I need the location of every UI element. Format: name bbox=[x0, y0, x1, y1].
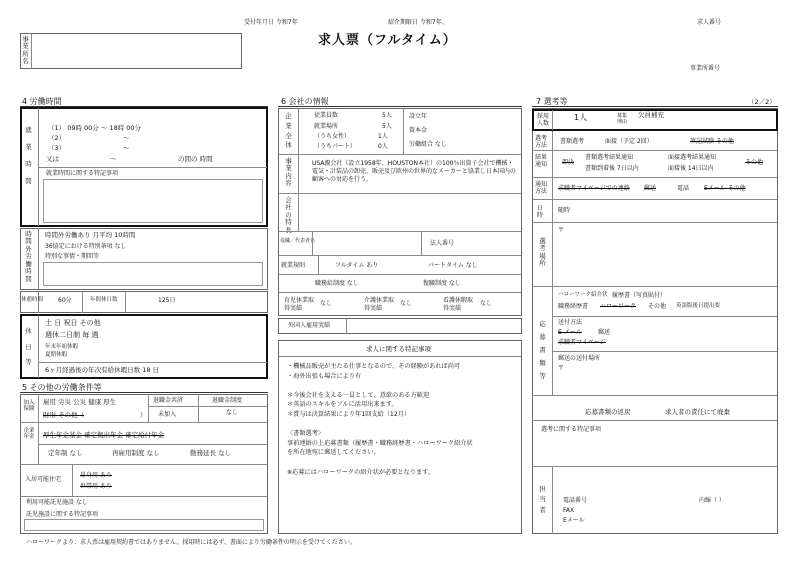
reason-label: 募集理由 bbox=[617, 113, 628, 125]
job-number-label: 求人番号 bbox=[697, 19, 722, 26]
rules-label: 就業規則 bbox=[281, 262, 306, 269]
women-value: 1人 bbox=[378, 133, 388, 140]
holidays-value: 土 日 祝日 その他 bbox=[45, 319, 101, 327]
extension: 勤務延長 なし bbox=[190, 449, 232, 457]
method-other: 筆記試験 その他 bbox=[690, 138, 734, 145]
selection-note-label: 選考に関する特記事項 bbox=[541, 426, 602, 433]
corp-pension-label: 企業年金 bbox=[23, 428, 35, 441]
special-notes-title: 求人に関する特記事項 bbox=[366, 345, 431, 353]
page-indicator: （2／2） bbox=[748, 98, 776, 106]
special-note-line bbox=[287, 381, 517, 391]
insurance-other: 財形 その他（ bbox=[43, 411, 85, 419]
insurance-label: 加入保険 bbox=[23, 400, 35, 413]
method-interview: 面接（予定 2回） bbox=[605, 138, 653, 145]
notify-phone: 電話 bbox=[677, 185, 690, 192]
send-email: E-メール bbox=[558, 329, 582, 336]
email-label: Eメール bbox=[563, 517, 585, 524]
agreement-text: 36協定における特別条項 なし bbox=[45, 243, 127, 250]
annual-holidays-label: 年間休日数 bbox=[90, 297, 118, 303]
return-value: 求人者の責任にて廃棄 bbox=[665, 408, 730, 416]
or-text: 又は bbox=[46, 155, 59, 163]
result-other: その他 bbox=[745, 159, 764, 166]
result-docs-days: 書類到着後 7日以内 bbox=[585, 165, 639, 172]
nursing-leave-value: なし bbox=[400, 300, 413, 307]
result-interview-days: 面接後 14日以内 bbox=[668, 165, 714, 172]
date-value: 随時 bbox=[558, 207, 571, 214]
result-docs: 書類選考結果通知 bbox=[585, 154, 634, 161]
special-note-line: を所在地宛に郵送してください。 bbox=[287, 449, 380, 457]
housing-family: 世帯用 あり bbox=[80, 483, 112, 490]
foreign-label: 外国人雇用実績 bbox=[288, 322, 331, 329]
special-note-line bbox=[287, 420, 517, 430]
notify-post: 郵送 bbox=[644, 185, 657, 192]
capital-label: 資本金 bbox=[409, 127, 428, 134]
care-leave-label: 看護休暇取得実績 bbox=[443, 297, 474, 312]
care-leave-value: なし bbox=[480, 300, 493, 307]
shift-1: （1） 09時 00分 〜 18時 00分 bbox=[48, 124, 142, 132]
result-immediate: 即決 bbox=[562, 159, 575, 166]
footer-note: ハローワークより：求人票は雇用契約書ではありません。採用時には必ず、書面により労働条件の明示を受けてください。 bbox=[26, 539, 356, 546]
send-address-value: 〒 bbox=[558, 365, 565, 372]
office-number-label: 事業所番号 bbox=[690, 65, 721, 72]
result-label: 結果通知 bbox=[535, 154, 548, 169]
section7-heading: 7 選考等 bbox=[536, 97, 568, 106]
method-docs: 書類選考 bbox=[560, 138, 585, 145]
childcare-note-label: 託児施設に関する特記事項 bbox=[26, 511, 99, 518]
date-label: 日時 bbox=[537, 205, 544, 220]
overtime-value: 時間外労働あり 月平均 10時間 bbox=[45, 231, 136, 239]
special-note-line: ・海外出張も場合により有 bbox=[287, 372, 362, 380]
paid-leave: 6ヶ月経過後の年次有給休暇日数 18 日 bbox=[45, 366, 160, 374]
features-label: 会社の特長 bbox=[285, 196, 292, 234]
accept-date: 受付年月日 令和7年 bbox=[244, 19, 298, 26]
place-value: 〒 bbox=[558, 227, 565, 234]
reason-value: 欠員補充 bbox=[638, 111, 664, 119]
site-label: 就業場所 bbox=[314, 123, 339, 130]
retire-system-label: 退職金制度 bbox=[212, 397, 243, 404]
send-post: 郵送 bbox=[598, 329, 611, 336]
send-address-label: 郵送の送付場所 bbox=[558, 355, 601, 362]
retire-mutual-value: 未加入 bbox=[158, 411, 177, 418]
retire-mutual-label: 退職金共済 bbox=[153, 397, 184, 404]
career-hw: ハローワーク bbox=[600, 303, 637, 310]
work-hours-note-label: 就業時間に関する特記事項 bbox=[46, 170, 119, 177]
result-interview: 面接選考結果通知 bbox=[668, 154, 717, 161]
contact-label: 担当者 bbox=[539, 485, 546, 514]
weekly-value: 週休二日制 毎 週 bbox=[45, 331, 99, 339]
notify-label: 通知方法 bbox=[535, 181, 548, 196]
special-circ-field bbox=[43, 262, 263, 286]
rep-label: 役職／代表者名 bbox=[280, 238, 316, 244]
office-name-label: 事業所名 bbox=[22, 35, 29, 66]
break-label: 休憩時間 bbox=[21, 297, 44, 303]
corp-pension: 厚生年金基金 確定拠出年金 確定給付年金 bbox=[43, 431, 165, 439]
notify-other: Eメール その他 bbox=[704, 185, 746, 192]
rules-full: フルタイム あり bbox=[335, 262, 379, 269]
ext-label: 内線（ ） bbox=[699, 497, 725, 504]
childcare-leave-value: なし bbox=[320, 300, 333, 307]
special-note-line: ＊英語のスキルをフルに活用出来ます。 bbox=[287, 401, 398, 409]
site-value: 5人 bbox=[382, 123, 392, 130]
special-note-line: ・機械品販売が主たる仕事となるので、その経験があれば尚可 bbox=[287, 363, 461, 370]
union-label: 労働組合 なし bbox=[409, 141, 447, 148]
phone-label: 電話番号 bbox=[563, 497, 588, 504]
work-hours-label: 就業時間 bbox=[25, 126, 32, 185]
place-label: 選考場所 bbox=[539, 237, 546, 268]
promotion: 職務給制度 なし bbox=[315, 280, 359, 287]
special-note-line: ＊今後会社を支える一員として、意欲のある方歓迎 bbox=[287, 391, 430, 399]
page-title: 求人票（フルタイム） bbox=[318, 33, 457, 48]
shift-3: （3） bbox=[48, 144, 66, 152]
special-note-line: 事前連絡の上応募書類（履歴書・職務経歴書・ハローワーク紹介状 bbox=[287, 439, 473, 447]
childcare: 利用可能託児施設 なし bbox=[26, 499, 88, 506]
work-hours-note bbox=[43, 179, 263, 223]
method-label: 選考方法 bbox=[535, 135, 548, 150]
section4-heading: 4 労働時間 bbox=[22, 97, 62, 106]
special-circ-label: 特別な事情・期間等 bbox=[45, 253, 100, 260]
overtime-label: 時間外労働時間 bbox=[25, 230, 32, 283]
part-label: （うちパート） bbox=[314, 143, 357, 150]
section6-heading: 6 会社の情報 bbox=[281, 97, 329, 106]
holiday-note-1: 年末年始休暇 bbox=[45, 344, 79, 350]
special-note-line: ※応募にはハローワークの紹介状が必要となります。 bbox=[287, 468, 434, 476]
office-name-box bbox=[20, 33, 242, 69]
hire-count: 1人 bbox=[574, 113, 588, 122]
holiday-note-2: 夏期休暇 bbox=[45, 352, 68, 358]
send-method-label: 送付方法 bbox=[558, 319, 583, 326]
apply-docs-label: 応募書類等 bbox=[539, 320, 546, 380]
retirement-age: 定年制 なし bbox=[48, 449, 83, 457]
housing-single: 単身用 あり bbox=[80, 472, 112, 479]
insurance-types: 雇用 労災 公災 健康 厚生 bbox=[43, 398, 117, 406]
special-note-line bbox=[287, 458, 517, 468]
women-label: （うち女性） bbox=[314, 133, 351, 140]
other-docs-value: 英語版後日提出要 bbox=[676, 303, 721, 309]
rehire: 再雇用制度 なし bbox=[112, 449, 160, 457]
business-content: USA親会社（設立1958年、HOUSTON本社）の100％出資子会社で機械・電気・計装品の卸売、販売及び欧州の世界的なメーカーと協業し日本国内の顧客への対応を行う。 bbox=[312, 160, 516, 183]
fax-label: FAX bbox=[563, 507, 575, 514]
corp-number-label: 法人番号 bbox=[430, 240, 455, 247]
employees-label: 従業員数 bbox=[314, 112, 339, 119]
housing-label: 入居可能住宅 bbox=[25, 476, 62, 483]
send-mypage: 求職者マイページ bbox=[558, 339, 606, 346]
business-label: 事業内容 bbox=[285, 157, 292, 188]
hire-label: 採用人数 bbox=[537, 113, 550, 128]
nursing-leave-label: 介護休業取得実績 bbox=[364, 297, 395, 312]
part-value: 0人 bbox=[378, 143, 388, 150]
break-value: 60分 bbox=[58, 297, 72, 304]
intro-deadline: 紹介期限日 令和7年、 bbox=[388, 19, 448, 26]
intro-card: ハローワーク紹介状 bbox=[558, 292, 608, 298]
rules-part: パートタイム なし bbox=[428, 262, 478, 269]
notify-mypage: 求職者マイページでの連絡 bbox=[558, 185, 630, 192]
special-notes-lines bbox=[287, 362, 517, 477]
career: 職務経歴書 bbox=[558, 303, 589, 310]
holiday-label: 休日等 bbox=[25, 327, 32, 367]
section5-heading: 5 その他の労働条件等 bbox=[22, 383, 102, 392]
between-text: の間の 時間 bbox=[178, 155, 213, 163]
founded-label: 設立年 bbox=[409, 113, 428, 120]
annual-holidays-value: 125日 bbox=[158, 297, 176, 304]
shift-2: （2） bbox=[48, 134, 66, 142]
retire-system-value: なし bbox=[226, 409, 239, 416]
childcare-leave-label: 育児休業取得実績 bbox=[284, 297, 315, 312]
special-note-line: ＊賞与は決算結果により年1回支給（12月） bbox=[287, 410, 411, 418]
other-docs: その他 bbox=[648, 303, 667, 310]
company-label: 企業全体 bbox=[285, 112, 292, 150]
resume: 履歴書（写真貼付） bbox=[612, 292, 667, 299]
reinstate: 復職制度 なし bbox=[423, 280, 461, 287]
return-label: 応募書類の返戻 bbox=[585, 408, 631, 416]
childcare-note bbox=[24, 519, 264, 531]
employees-value: 5人 bbox=[382, 112, 392, 119]
special-note-line: 〈書類選考〉 bbox=[287, 430, 325, 438]
